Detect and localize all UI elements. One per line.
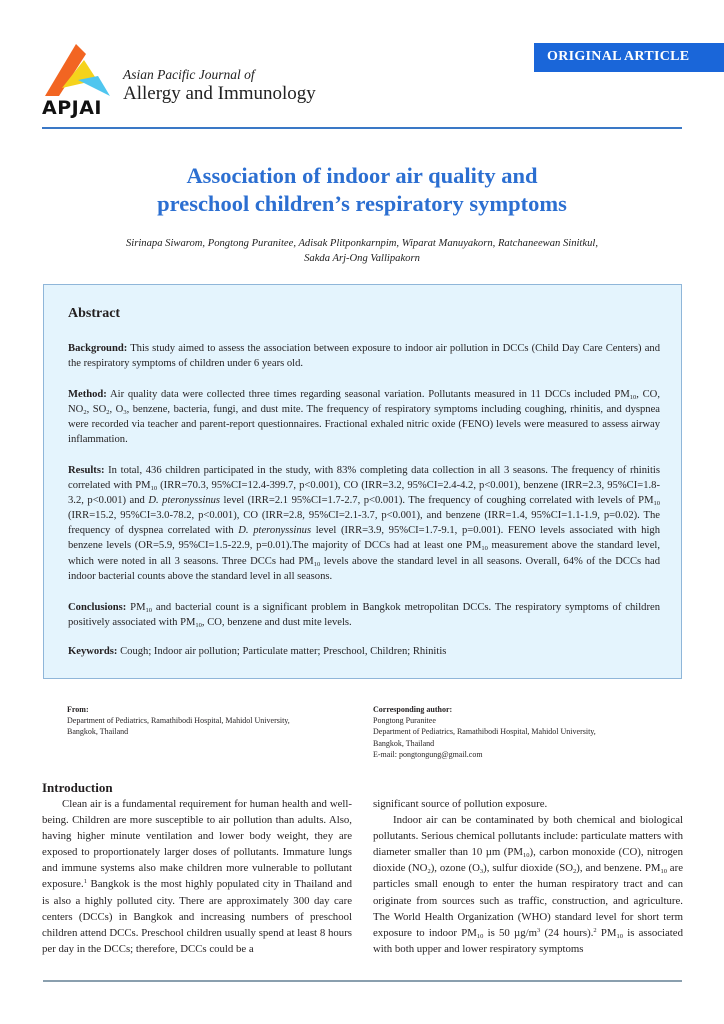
results-label: Results: (68, 465, 105, 476)
journal-name (123, 67, 316, 105)
journal-name-line2: Allergy and Immunology (123, 83, 316, 104)
title-line1: Association of indoor air quality and (186, 163, 538, 188)
article-title (0, 162, 724, 218)
intro-left-column (42, 796, 352, 957)
intro-paragraph: Clean air is a fundamental requirement for human health and well-being. Children are more susceptible to air pollution than adults. Also, having higher minute ventilation and lower body weight, they are exposed to proportionately larger doses of pollutants. Immature lungs and immune systems also make children more vulnerable to pollutant exposure.$^1$ Bangkok is the most highly populated city in Thailand and is also a highly polluted city. There are approximately 300 day care centers (DCCs) in Bangkok and increasing numbers of preschool children attend DCCs. Preschool children usually spend at least 8 hours per day in the DCCs; therefore, DCCs could be a (42, 798, 352, 955)
keywords-label: Keywords: (68, 646, 118, 657)
apjai-triangle-icon (42, 40, 114, 98)
header-divider (42, 127, 682, 129)
intro-right-column (373, 796, 683, 957)
abstract-box (43, 284, 682, 679)
introduction-heading: Introduction (42, 780, 113, 795)
abstract-background: Background: This study aimed to assess the association between exposure to indoor air pollution in DCCs (Child Day Care Centers) and the respiratory symptoms of children under 6 years old. (68, 343, 660, 370)
corresponding-email[interactable]: E-mail: pongtongung@gmail.com (373, 749, 483, 759)
abstract-keywords: Keywords: Cough; Indoor air pollution; Particulate matter; Preschool, Children; Rhinitis (68, 646, 447, 657)
journal-logo (42, 40, 114, 120)
footer-divider (43, 980, 682, 982)
corresponding-name: Pongtong Puranitee (373, 716, 436, 726)
method-label: Method: (68, 389, 107, 400)
authors-line1: Sirinapa Siwarom, Pongtong Puranitee, Adisak Plitponkarnpim, Wiparat Manuyakorn, Ratchaneewan Sinitkul, (126, 238, 598, 249)
corresponding-label: Corresponding author: (373, 705, 453, 714)
abstract-conclusions: Conclusions: $PM_{10}$ and bacterial count is a significant problem in Bangkok metropolitan DCCs. The respiratory symptoms of children positively associated with $PM_{10}$, CO, benzene and dust mite levels. (68, 602, 660, 630)
article-type-badge: ORIGINAL ARTICLE (534, 43, 724, 72)
abstract-method: Method: Air quality data were collected three times regarding seasonal variation. Pollutants measured in 11 DCCs included $PM_{10}$, CO, $NO_2$, $SO_2$, $O_3$, benzene, bacteria, fungi, and dust mite. The frequency of respiratory symptoms including coughing, rhinitis, and dyspnea were recorded via teacher and parent-report questionnaires. Fractional exhaled nitric oxide (FENO) levels were measured to assess airway inflammation. (68, 389, 660, 446)
journal-name-line1: Asian Pacific Journal of (123, 67, 255, 82)
authors-line2: Sakda Arj-Ong Vallipakorn (304, 253, 420, 264)
abstract-heading: Abstract (68, 306, 121, 321)
corresponding-author: Corresponding author: Pongtong Puranitee Department of Pediatrics, Ramathibodi Hospital, Mahidol University, Bangkok, Thailand E-mail: pongtongung@gmail.com (373, 704, 673, 760)
from-label: From: (67, 705, 89, 714)
conclusions-label: Conclusions: (68, 602, 127, 613)
logo-abbrev: APJAI (42, 97, 102, 119)
background-label: Background: (68, 343, 128, 354)
intro-paragraph-continued: significant source of pollution exposure. (373, 798, 548, 810)
affiliation-from: From: Department of Pediatrics, Ramathibodi Hospital, Mahidol University, Bangkok, Thailand (67, 704, 357, 738)
title-line2: preschool children’s respiratory symptoms (157, 191, 567, 216)
author-list (0, 236, 724, 266)
abstract-results: Results: In total, 436 children participated in the study, with 83% completing data collection in all 3 seasons. The frequency of rhinitis correlated with $PM_{10}$ (IRR=70.3, 95%CI=12.4-399.7, p<0.001), CO (IRR=3.2, 95%CI=2.4-4.2, p<0.001), benzene (IRR=2.3, 95%CI=1.8-3.2, p<0.001) and D. pteronyssinus level (IRR=2.1 95%CI=1.7-2.7, p<0.001). The frequency of coughing correlated with levels of $PM_{10}$ (IRR=15.2, 95%CI=3.0-78.2, p<0.001), CO (IRR=2.8, 95%CI=2.1-3.7, p<0.001), and benzene (IRR=1.4, 95%CI=1.1-1.9, p=0.02). The frequency of dyspnea correlated with D. pteronyssinus level (IRR=3.9, 95%CI=1.7-9.1, p=0.001). FENO levels associated with high benzene levels (OR=5.9, 95%CI=1.5-22.9, p=0.01).The majority of DCCs had at least one $PM_{10}$ measurement above the standard level, which were noted in all 3 seasons. Three DCCs had $PM_{10}$ levels above the standard level in all seasons. Overall, 64% of the DCCs had indoor bacterial counts above the standard level in all seasons. (68, 465, 661, 582)
intro-paragraph: Indoor air can be contaminated by both chemical and biological pollutants. Serious chemical pollutants include: particulate matters with diameter smaller than 10 µm $(PM_{10})$, carbon monoxide (CO), nitrogen dioxide $(NO_2)$, ozone $(O_3)$, sulfur dioxide $(SO_2)$, and benzene. $PM_{10}$ are particles small enough to enter the human respiratory tract and can originate from sources such as traffic, construction, and agriculture. The World Health Organization (WHO) standard level for short term exposure to indoor $PM_{10}$ is 50 $\mu g/m^3$ (24 hours).$^2$ $PM_{10}$ is associated with both upper and lower respiratory symptoms (373, 814, 683, 955)
